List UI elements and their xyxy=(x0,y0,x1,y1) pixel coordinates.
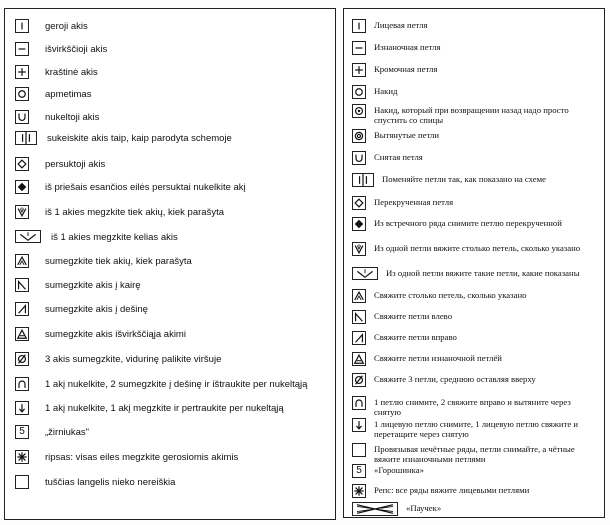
legend-label: Снятая петля xyxy=(374,152,423,162)
empty-square-icon xyxy=(15,475,29,489)
legend-label: sukeiskite akis taip, kaip parodyta schemoje xyxy=(47,133,232,144)
slashed-circle-icon xyxy=(352,373,366,387)
legend-label: Провязывая нечётные ряды, петли снимайте, а чётные вяжите изнаночными петлями xyxy=(374,444,575,464)
legend-label: sumegzkite akis į kairę xyxy=(45,280,141,291)
decrease-left-icon xyxy=(15,278,29,292)
yarn-over-icon xyxy=(352,85,366,99)
decrease-together-icon xyxy=(352,289,366,303)
spider-cable-icon xyxy=(352,502,398,516)
legend-label: Накид xyxy=(374,86,398,96)
asterisk-icon xyxy=(352,484,366,498)
legend-label: Из встречного ряда снимите петлю перекрученной xyxy=(374,218,562,228)
edge-stitch-icon xyxy=(352,63,366,77)
number-five-icon: 5 xyxy=(15,425,29,439)
legend-label: 1 петлю снимите, 2 свяжите вправо и вытяните через снятую xyxy=(374,397,571,417)
decrease-purl-icon xyxy=(352,352,366,366)
number-five-icon: 5 xyxy=(352,464,366,478)
decrease-left-icon xyxy=(352,310,366,324)
legend-label: persuktoji akis xyxy=(45,159,106,170)
legend-label: Репс: все ряды вяжите лицевыми петлями xyxy=(374,485,530,495)
elongated-stitch-icon xyxy=(352,129,366,143)
legend-label: Свяжите петли вправо xyxy=(374,332,457,342)
increase-several-icon xyxy=(15,230,41,243)
decrease-purl-icon xyxy=(15,327,29,341)
legend-label: geroji akis xyxy=(45,21,88,32)
cross-stitches-icon xyxy=(15,131,37,145)
decrease-right-icon xyxy=(15,302,29,316)
legend-label: iš priešais esančios eilės persuktai nukelkite akį xyxy=(45,182,246,193)
purl-icon xyxy=(15,42,29,56)
twisted-stitch-icon xyxy=(15,157,29,171)
legend-label: tuščias langelis nieko nereiškia xyxy=(45,477,176,488)
purl-icon xyxy=(352,41,366,55)
yarn-over-icon xyxy=(15,87,29,101)
legend-label: Поменяйте петли так, как показано на схеме xyxy=(382,174,546,184)
knit-icon xyxy=(352,19,366,33)
increase-several-icon xyxy=(352,267,378,280)
increase-from-one-icon xyxy=(15,205,29,219)
legend-label: Свяжите петли влево xyxy=(374,311,453,321)
down-arrow-icon xyxy=(15,401,29,415)
legend-label: iš 1 akies megzkite kelias akis xyxy=(51,232,178,243)
arch-icon xyxy=(352,396,366,410)
legend-label: apmetimas xyxy=(45,89,92,100)
legend-label: Свяжите 3 петли, среднюю оставляя вверху xyxy=(374,374,536,384)
legend-label: 1 akį nukelkite, 2 sumegzkite į dešinę ir ištraukite per nukeltąją xyxy=(45,379,308,390)
slip-stitch-icon xyxy=(15,110,29,124)
decrease-right-icon xyxy=(352,331,366,345)
legend-label: «Горошинка» xyxy=(374,465,424,475)
legend-label: kraštinė akis xyxy=(45,67,98,78)
filled-diamond-icon xyxy=(15,180,29,194)
legend-label: 3 akis sumegzkite, vidurinę palikite viršuje xyxy=(45,354,222,365)
edge-stitch-icon xyxy=(15,65,29,79)
decrease-together-icon xyxy=(15,254,29,268)
empty-square-icon xyxy=(352,443,366,457)
legend-label: iš 1 akies megzkite tiek akių, kiek parašyta xyxy=(45,207,224,218)
legend-label: Свяжите столько петель, сколько указано xyxy=(374,290,527,300)
legend-label: «Паучек» xyxy=(406,503,442,513)
legend-label: išvirkščioji akis xyxy=(45,44,108,55)
legend-label: Свяжите петли изнаночной петлёй xyxy=(374,353,502,363)
legend-label: nukeltoji akis xyxy=(45,112,100,123)
down-arrow-icon xyxy=(352,418,366,432)
slashed-circle-icon xyxy=(15,352,29,366)
legend-label: sumegzkite tiek akių, kiek parašyta xyxy=(45,256,192,267)
legend-label: 1 akį nukelkite, 1 akį megzkite ir pertraukite per nukeltąją xyxy=(45,403,284,414)
lithuanian-legend-panel xyxy=(4,8,336,520)
legend-label: Накид, который при возвращении назад надо просто спустить со спицы xyxy=(374,105,569,125)
asterisk-icon xyxy=(15,450,29,464)
legend-label: Перекрученная петля xyxy=(374,197,454,207)
increase-from-one-icon xyxy=(352,242,366,256)
russian-legend-panel xyxy=(343,8,605,518)
legend-label: „žirniukas" xyxy=(45,427,90,438)
legend-label: ripsas: visas eiles megzkite gerosiomis akimis xyxy=(45,452,239,463)
legend-label: Изнаночная петля xyxy=(374,42,441,52)
arch-icon xyxy=(15,377,29,391)
legend-label: sumegzkite akis į dešinę xyxy=(45,304,148,315)
cross-stitches-icon xyxy=(352,173,374,187)
legend-label: Вытянутые петли xyxy=(374,130,440,140)
legend-label: Лицевая петля xyxy=(374,20,428,30)
twisted-stitch-icon xyxy=(352,196,366,210)
legend-label: 1 лицевую петлю снимите, 1 лицевую петлю свяжите и перетащите через снятую xyxy=(374,419,579,439)
filled-diamond-icon xyxy=(352,217,366,231)
legend-label: Из одной петли вяжите такие петли, какие показаны xyxy=(386,268,580,278)
legend-label: Из одной петли вяжите столько петель, сколько указано xyxy=(374,243,581,253)
knit-icon xyxy=(15,19,29,33)
slip-stitch-icon xyxy=(352,151,366,165)
dropped-yarn-over-icon xyxy=(352,104,366,118)
legend-label: sumegzkite akis išvirkščiąja akimi xyxy=(45,329,186,340)
legend-label: Кромочная петля xyxy=(374,64,438,74)
